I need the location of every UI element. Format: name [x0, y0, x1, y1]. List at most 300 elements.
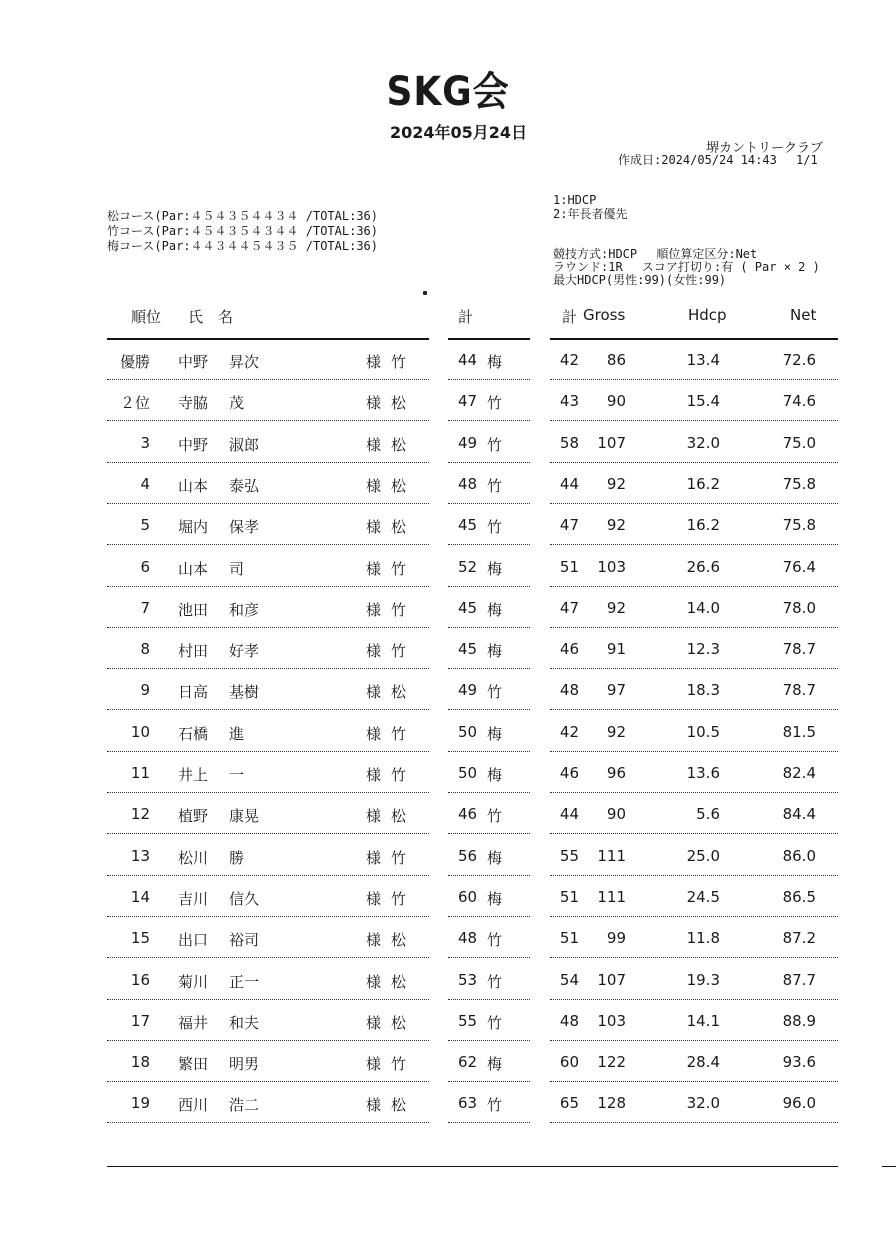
first-half-score-cell: 48 [458, 474, 478, 493]
footer-rule [107, 1166, 838, 1167]
table-row [0, 588, 896, 629]
honorific-cell: 様 [366, 683, 382, 702]
row-separator [550, 751, 838, 752]
row-separator [550, 999, 838, 1000]
given-name-cell: 浩二 [229, 1096, 260, 1115]
table-row [0, 960, 896, 1001]
event-date: 2024年05月24日 [390, 123, 528, 142]
table-row [0, 1042, 896, 1083]
first-half-score-cell: 46 [458, 805, 478, 824]
second-half-score-cell: 42 [559, 351, 579, 369]
second-half-score-cell: 51 [559, 557, 579, 576]
surname-cell: 西川 [178, 1096, 209, 1115]
row-separator [550, 833, 838, 834]
first-half-course-cell: 松 [391, 394, 407, 413]
second-half-course-cell: 竹 [487, 394, 503, 413]
second-half-score-cell: 47 [559, 516, 579, 535]
gross-cell: 96 [606, 764, 626, 782]
table-row [0, 918, 896, 959]
second-half-course-cell: 竹 [487, 435, 503, 454]
surname-cell: 日高 [178, 683, 209, 702]
surname-cell: 池田 [178, 600, 209, 619]
column-header-hdcp: Hdcp [688, 306, 727, 324]
net-cell: 96.0 [782, 1094, 816, 1113]
course-take-par: 竹コース(Par:４５４３５４３４４ /TOTAL:36) [107, 224, 378, 238]
row-separator [550, 916, 838, 917]
second-half-course-cell: 梅 [487, 1055, 503, 1074]
second-half-course-cell: 梅 [487, 724, 503, 743]
honorific-cell: 様 [366, 559, 382, 578]
surname-cell: 寺脇 [178, 394, 209, 413]
first-half-score-cell: 49 [458, 681, 478, 700]
gross-cell: 103 [597, 557, 626, 576]
second-half-course-cell: 梅 [487, 642, 503, 661]
given-name-cell: 正一 [229, 972, 260, 991]
gross-cell: 92 [606, 598, 626, 617]
rank-cell: 優勝 [119, 353, 150, 371]
row-separator [448, 709, 530, 710]
second-half-score-cell: 51 [559, 929, 579, 948]
gross-cell: 91 [606, 640, 626, 659]
footer-rule-fragment [882, 1166, 896, 1167]
honorific-cell: 様 [366, 600, 382, 619]
first-half-course-cell: 竹 [391, 724, 407, 743]
row-separator [107, 1081, 429, 1082]
table-row [0, 381, 896, 422]
net-cell: 84.4 [782, 805, 816, 824]
row-separator [448, 544, 530, 545]
net-cell: 75.8 [782, 474, 816, 493]
table-row [0, 670, 896, 711]
surname-cell: 中野 [178, 435, 209, 454]
net-cell: 87.7 [782, 970, 816, 989]
row-separator [448, 792, 530, 793]
table-row [0, 1001, 896, 1042]
net-cell: 93.6 [782, 1053, 816, 1072]
row-separator [550, 792, 838, 793]
rank-cell: 4 [140, 474, 150, 493]
rank-cell: 3 [140, 433, 150, 452]
second-half-score-cell: 44 [559, 805, 579, 824]
given-name-cell: 和夫 [229, 1013, 260, 1032]
given-name-cell: 昇次 [229, 353, 260, 371]
net-cell: 78.7 [782, 681, 816, 700]
first-half-course-cell: 竹 [391, 600, 407, 619]
condition-item: 競技方式:HDCP 順位算定区分:Net [553, 247, 758, 261]
second-half-course-cell: 梅 [487, 353, 503, 371]
hdcp-cell: 24.5 [686, 887, 720, 906]
honorific-cell: 様 [366, 1096, 382, 1115]
row-separator [107, 751, 429, 752]
honorific-cell: 様 [366, 931, 382, 950]
table-row [0, 794, 896, 835]
surname-cell: 石橋 [178, 724, 209, 743]
surname-cell: 福井 [178, 1013, 209, 1032]
honorific-cell: 様 [366, 642, 382, 661]
second-half-score-cell: 42 [559, 722, 579, 741]
net-cell: 86.0 [782, 846, 816, 865]
net-cell: 75.0 [782, 433, 816, 452]
table-row [0, 505, 896, 546]
club-name: 堺カントリークラブ [706, 141, 824, 156]
row-separator [107, 420, 429, 421]
second-half-course-cell: 竹 [487, 518, 503, 537]
row-separator [550, 875, 838, 876]
row-separator [448, 875, 530, 876]
given-name-cell: 保孝 [229, 518, 260, 537]
gross-cell: 97 [606, 681, 626, 700]
rank-cell: 12 [130, 805, 150, 824]
surname-cell: 松川 [178, 848, 209, 867]
net-cell: 76.4 [782, 557, 816, 576]
honorific-cell: 様 [366, 394, 382, 413]
table-row [0, 464, 896, 505]
second-half-course-cell: 梅 [487, 766, 503, 784]
given-name-cell: 明男 [229, 1055, 260, 1074]
first-half-course-cell: 松 [391, 972, 407, 991]
row-separator [448, 957, 530, 958]
surname-cell: 村田 [178, 642, 209, 661]
row-separator [448, 668, 530, 669]
second-half-course-cell: 竹 [487, 1096, 503, 1115]
second-half-course-cell: 竹 [487, 972, 503, 991]
first-half-course-cell: 竹 [391, 559, 407, 578]
row-separator [448, 1081, 530, 1082]
given-name-cell: 茂 [229, 394, 245, 413]
gross-cell: 90 [606, 805, 626, 824]
row-separator [107, 379, 429, 380]
hdcp-cell: 16.2 [686, 516, 720, 535]
row-separator [448, 833, 530, 834]
honorific-cell: 様 [366, 1013, 382, 1032]
row-separator [107, 586, 429, 587]
row-separator [107, 875, 429, 876]
gross-cell: 92 [606, 722, 626, 741]
gross-cell: 111 [597, 887, 626, 906]
net-cell: 72.6 [782, 351, 816, 369]
hdcp-cell: 25.0 [686, 846, 720, 865]
first-half-score-cell: 48 [458, 929, 478, 948]
row-separator [550, 1081, 838, 1082]
gross-cell: 122 [597, 1053, 626, 1072]
first-half-course-cell: 竹 [391, 1055, 407, 1074]
column-header-gross: Gross [583, 306, 626, 324]
given-name-cell: 淑郎 [229, 435, 260, 454]
table-row [0, 1083, 896, 1124]
given-name-cell: 康晃 [229, 807, 260, 826]
given-name-cell: 一 [229, 766, 245, 784]
honorific-cell: 様 [366, 889, 382, 908]
first-half-score-cell: 56 [458, 846, 478, 865]
hdcp-cell: 26.6 [686, 557, 720, 576]
row-separator [550, 627, 838, 628]
first-half-score-cell: 50 [458, 764, 478, 782]
surname-cell: 吉川 [178, 889, 209, 908]
course-matsu-par: 松コース(Par:４５４３５４４３４ /TOTAL:36) [107, 209, 378, 223]
rank-cell: 11 [130, 764, 150, 782]
net-cell: 82.4 [782, 764, 816, 782]
row-separator [107, 627, 429, 628]
second-half-course-cell: 竹 [487, 1013, 503, 1032]
first-half-course-cell: 松 [391, 1013, 407, 1032]
hdcp-cell: 28.4 [686, 1053, 720, 1072]
second-half-score-cell: 51 [559, 887, 579, 906]
row-separator [107, 957, 429, 958]
first-half-course-cell: 竹 [391, 889, 407, 908]
row-separator [107, 503, 429, 504]
table-row [0, 836, 896, 877]
second-half-score-cell: 48 [559, 1011, 579, 1030]
hdcp-cell: 10.5 [686, 722, 720, 741]
row-separator [107, 916, 429, 917]
net-cell: 75.8 [782, 516, 816, 535]
honorific-cell: 様 [366, 848, 382, 867]
row-separator [107, 792, 429, 793]
condition-item: 最大HDCP(男性:99)(女性:99) [553, 273, 727, 287]
table-row [0, 340, 896, 381]
first-half-course-cell: 松 [391, 931, 407, 950]
surname-cell: 堀内 [178, 518, 209, 537]
row-separator [550, 379, 838, 380]
column-header-total2: 計 [562, 308, 578, 326]
row-separator [107, 1040, 429, 1041]
row-separator [107, 462, 429, 463]
second-half-score-cell: 43 [559, 392, 579, 411]
second-half-course-cell: 梅 [487, 848, 503, 867]
row-separator [550, 957, 838, 958]
second-half-course-cell: 竹 [487, 683, 503, 702]
second-half-score-cell: 46 [559, 764, 579, 782]
given-name-cell: 基樹 [229, 683, 260, 702]
row-separator [550, 668, 838, 669]
surname-cell: 山本 [178, 559, 209, 578]
gross-cell: 86 [606, 351, 626, 369]
table-row [0, 423, 896, 464]
second-half-score-cell: 55 [559, 846, 579, 865]
net-cell: 88.9 [782, 1011, 816, 1030]
column-header-total1: 計 [458, 308, 474, 326]
honorific-cell: 様 [366, 476, 382, 495]
hdcp-cell: 14.1 [686, 1011, 720, 1030]
row-separator [550, 1122, 838, 1123]
row-separator [107, 709, 429, 710]
first-half-course-cell: 松 [391, 435, 407, 454]
second-half-course-cell: 竹 [487, 807, 503, 826]
first-half-course-cell: 竹 [391, 766, 407, 784]
first-half-score-cell: 53 [458, 970, 478, 989]
gross-cell: 107 [597, 970, 626, 989]
created-timestamp: 作成日:2024/05/24 14:43 1/1 [618, 153, 818, 167]
honorific-cell: 様 [366, 518, 382, 537]
rank-cell: 10 [130, 722, 150, 741]
row-separator [107, 999, 429, 1000]
first-half-score-cell: 45 [458, 640, 478, 659]
column-header-net: Net [790, 306, 817, 324]
honorific-cell: 様 [366, 807, 382, 826]
second-half-score-cell: 44 [559, 474, 579, 493]
row-separator [107, 833, 429, 834]
row-separator [550, 586, 838, 587]
rank-cell: 9 [140, 681, 150, 700]
table-row [0, 712, 896, 753]
surname-cell: 中野 [178, 353, 209, 371]
page-title: SKG会 [386, 69, 510, 115]
table-row [0, 547, 896, 588]
row-separator [448, 379, 530, 380]
first-half-score-cell: 47 [458, 392, 478, 411]
rank-cell: 6 [140, 557, 150, 576]
gross-cell: 92 [606, 474, 626, 493]
first-half-course-cell: 松 [391, 1096, 407, 1115]
rank-cell: 5 [140, 516, 150, 535]
first-half-course-cell: 竹 [391, 353, 407, 371]
net-cell: 78.0 [782, 598, 816, 617]
second-half-course-cell: 梅 [487, 889, 503, 908]
competition-conditions [553, 248, 820, 287]
second-half-score-cell: 65 [559, 1094, 579, 1113]
gross-cell: 90 [606, 392, 626, 411]
first-half-course-cell: 竹 [391, 642, 407, 661]
gross-cell: 103 [597, 1011, 626, 1030]
second-half-course-cell: 梅 [487, 559, 503, 578]
course-par-list [107, 209, 378, 254]
hdcp-cell: 13.4 [686, 351, 720, 369]
first-half-score-cell: 45 [458, 598, 478, 617]
rank-cell: 17 [130, 1011, 150, 1030]
hdcp-cell: 32.0 [686, 433, 720, 452]
row-separator [550, 544, 838, 545]
gross-cell: 99 [606, 929, 626, 948]
rank-cell: 8 [140, 640, 150, 659]
honorific-cell: 様 [366, 766, 382, 784]
hdcp-cell: 32.0 [686, 1094, 720, 1113]
surname-cell: 菊川 [178, 972, 209, 991]
given-name-cell: 泰弘 [229, 476, 260, 495]
first-half-score-cell: 63 [458, 1094, 478, 1113]
row-separator [448, 586, 530, 587]
honorific-cell: 様 [366, 724, 382, 743]
surname-cell: 山本 [178, 476, 209, 495]
first-half-course-cell: 竹 [391, 848, 407, 867]
rank-cell: 7 [140, 598, 150, 617]
row-separator [448, 1122, 530, 1123]
honorific-cell: 様 [366, 1055, 382, 1074]
second-half-score-cell: 60 [559, 1053, 579, 1072]
rank-cell: 15 [130, 929, 150, 948]
column-header-rank: 順位 [131, 308, 162, 326]
hdcp-cell: 16.2 [686, 474, 720, 493]
rank-cell: 18 [130, 1053, 150, 1072]
second-half-score-cell: 54 [559, 970, 579, 989]
gross-cell: 92 [606, 516, 626, 535]
row-separator [550, 503, 838, 504]
hdcp-cell: 13.6 [686, 764, 720, 782]
surname-cell: 植野 [178, 807, 209, 826]
first-half-course-cell: 松 [391, 683, 407, 702]
second-half-score-cell: 58 [559, 433, 579, 452]
first-half-score-cell: 55 [458, 1011, 478, 1030]
first-half-score-cell: 60 [458, 887, 478, 906]
second-half-course-cell: 梅 [487, 600, 503, 619]
gross-cell: 128 [597, 1094, 626, 1113]
row-separator [448, 627, 530, 628]
hdcp-cell: 5.6 [696, 805, 720, 824]
second-half-score-cell: 46 [559, 640, 579, 659]
given-name-cell: 裕司 [229, 931, 260, 950]
given-name-cell: 司 [229, 559, 245, 578]
rank-cell: 13 [130, 846, 150, 865]
net-cell: 74.6 [782, 392, 816, 411]
row-separator [107, 1122, 429, 1123]
table-row [0, 877, 896, 918]
row-separator [448, 1040, 530, 1041]
first-half-score-cell: 44 [458, 351, 478, 369]
hdcp-cell: 18.3 [686, 681, 720, 700]
tiebreak-notes [553, 193, 627, 221]
first-half-score-cell: 62 [458, 1053, 478, 1072]
note-item: 2:年長者優先 [553, 207, 628, 221]
surname-cell: 出口 [178, 931, 209, 950]
given-name-cell: 進 [229, 724, 245, 743]
table-row [0, 629, 896, 670]
net-cell: 78.7 [782, 640, 816, 659]
row-separator [448, 503, 530, 504]
given-name-cell: 和彦 [229, 600, 260, 619]
condition-item: ラウンド:1R スコア打切り:有 ( Par × 2 ) [553, 260, 820, 274]
net-cell: 86.5 [782, 887, 816, 906]
note-item: 1:HDCP [553, 193, 597, 207]
net-cell: 81.5 [782, 722, 816, 741]
hdcp-cell: 11.8 [686, 929, 720, 948]
surname-cell: 繁田 [178, 1055, 209, 1074]
rank-cell: 14 [130, 887, 150, 906]
row-separator [550, 462, 838, 463]
given-name-cell: 好孝 [229, 642, 260, 661]
second-half-course-cell: 竹 [487, 476, 503, 495]
rank-cell: ２位 [119, 394, 150, 413]
hdcp-cell: 19.3 [686, 970, 720, 989]
first-half-score-cell: 50 [458, 722, 478, 741]
row-separator [550, 709, 838, 710]
honorific-cell: 様 [366, 353, 382, 371]
table-row [0, 753, 896, 794]
second-half-score-cell: 48 [559, 681, 579, 700]
hdcp-cell: 15.4 [686, 392, 720, 411]
honorific-cell: 様 [366, 972, 382, 991]
second-half-score-cell: 47 [559, 598, 579, 617]
row-separator [448, 462, 530, 463]
hdcp-cell: 12.3 [686, 640, 720, 659]
honorific-cell: 様 [366, 435, 382, 454]
first-half-course-cell: 松 [391, 476, 407, 495]
row-separator [550, 420, 838, 421]
print-speck [423, 291, 427, 295]
row-separator [107, 668, 429, 669]
gross-cell: 107 [597, 433, 626, 452]
given-name-cell: 勝 [229, 848, 245, 867]
given-name-cell: 信久 [229, 889, 260, 908]
net-cell: 87.2 [782, 929, 816, 948]
first-half-score-cell: 52 [458, 557, 478, 576]
row-separator [550, 1040, 838, 1041]
row-separator [448, 916, 530, 917]
course-ume-par: 梅コース(Par:４４３４４５４３５ /TOTAL:36) [107, 239, 378, 253]
first-half-course-cell: 松 [391, 518, 407, 537]
first-half-score-cell: 45 [458, 516, 478, 535]
row-separator [107, 544, 429, 545]
second-half-course-cell: 竹 [487, 931, 503, 950]
rank-cell: 16 [130, 970, 150, 989]
